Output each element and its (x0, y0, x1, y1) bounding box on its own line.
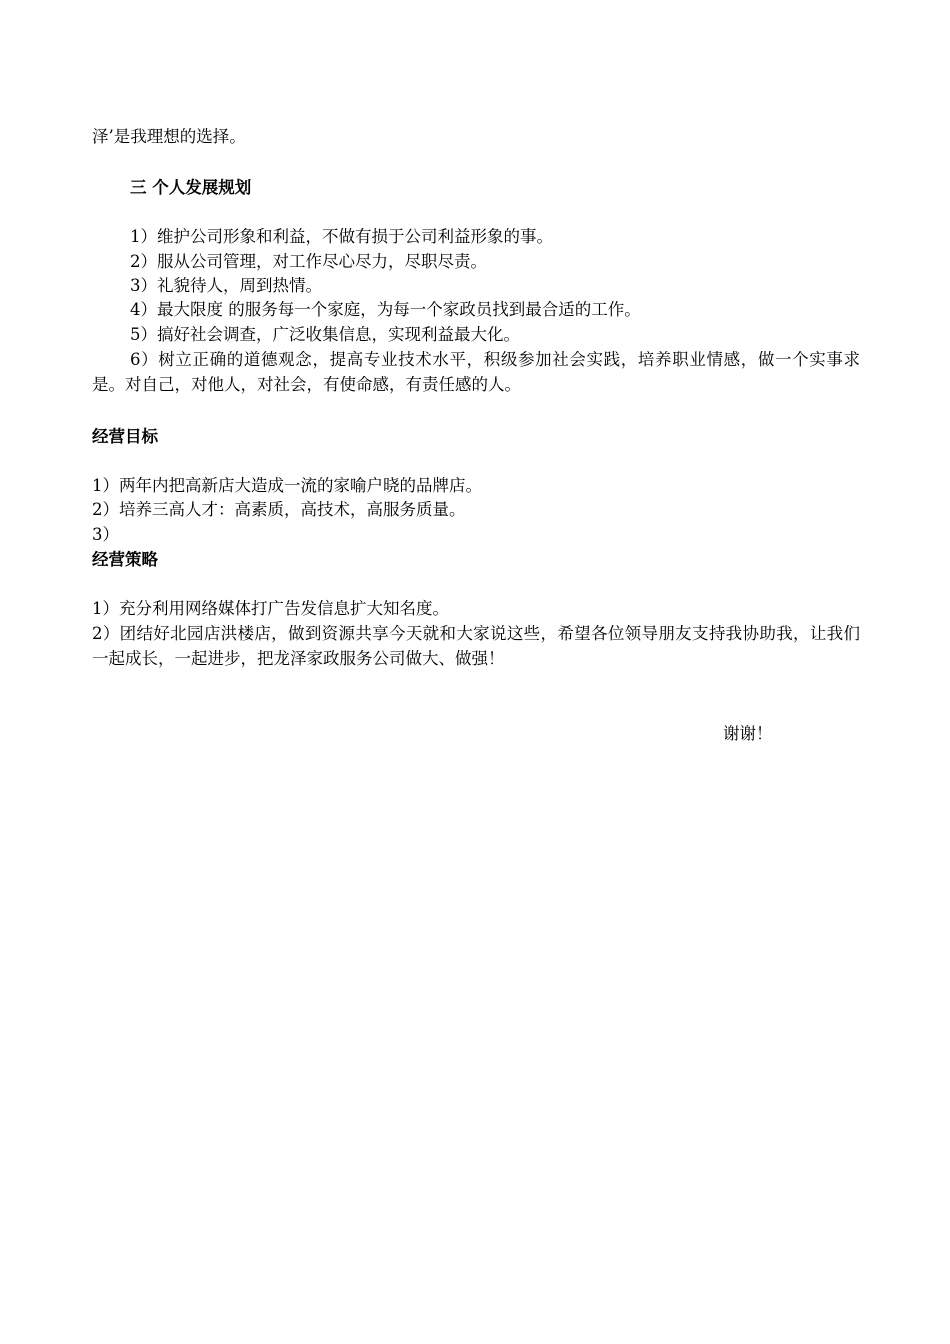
strategy-item-2: 2）团结好北园店洪楼店，做到资源共享今天就和大家说这些，希望各位领导朋友支持我协助我，让我们一起成长，一起进步，把龙泽家政服务公司做大、做强！ (92, 624, 860, 668)
plan-item-3: 3）礼貌待人，周到热情。 (130, 276, 322, 295)
plan-item-5: 5）搞好社会调查，广泛收集信息，实现利益最大化。 (130, 325, 520, 344)
section-heading-strategy: 经营策略 (92, 550, 158, 569)
goal-item-1: 1）两年内把高新店大造成一流的家喻户晓的品牌店。 (92, 476, 482, 495)
goal-item-2: 2）培养三高人才：高素质，高技术，高服务质量。 (92, 500, 466, 519)
strategy-item-1: 1）充分利用网络媒体打广告发信息扩大知名度。 (92, 599, 449, 618)
continuation-text: 泽’是我理想的选择。 (92, 127, 246, 146)
plan-item-2: 2）服从公司管理，对工作尽心尽力，尽职尽责。 (130, 252, 487, 271)
plan-item-6: 6）树立正确的道德观念，提高专业技术水平，积级参加社会实践，培养职业情感，做一个实事求是。对自己，对他人，对社会，有使命感，有责任感的人。 (92, 350, 860, 394)
plan-item-4: 4）最大限度 的服务每一个家庭，为每一个家政员找到最合适的工作。 (130, 300, 641, 319)
plan-item-1: 1）维护公司形象和利益，不做有损于公司利益形象的事。 (130, 227, 553, 246)
closing-thanks: 谢谢！ (723, 724, 773, 743)
section-heading-personal-plan: 三 个人发展规划 (130, 178, 252, 197)
goal-item-3: 3） (92, 525, 119, 544)
section-heading-goals: 经营目标 (92, 427, 158, 446)
